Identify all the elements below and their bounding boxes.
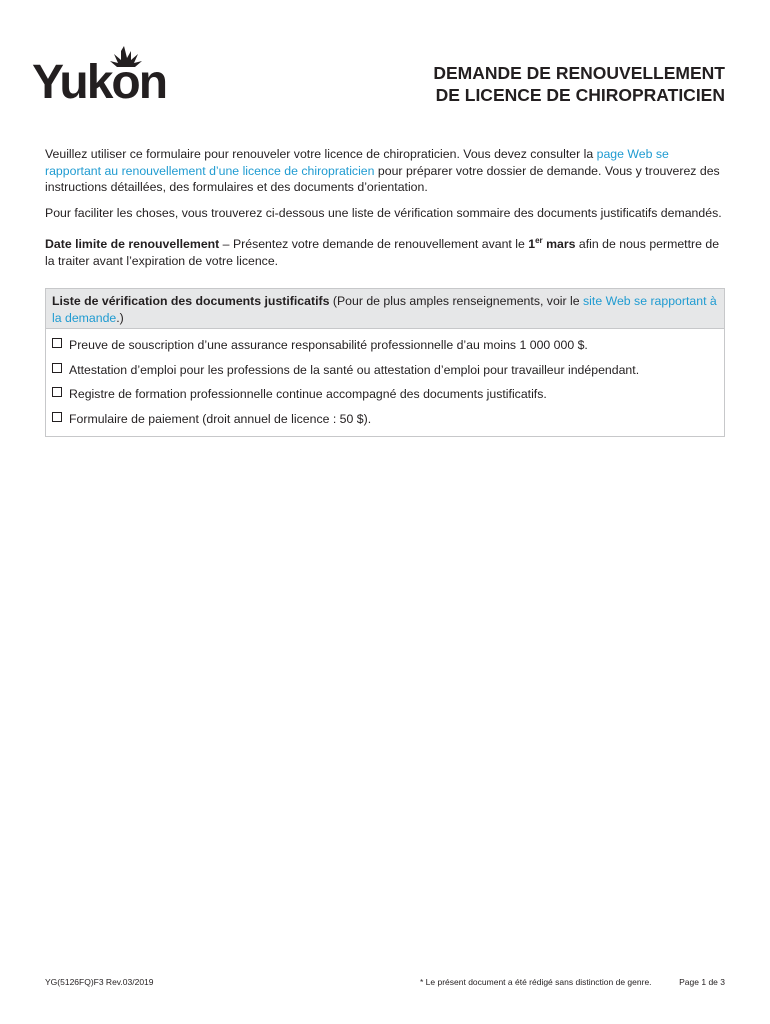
checklist-items — [46, 329, 724, 435]
checklist-item-payment — [46, 411, 724, 436]
checklist-item-insurance — [46, 337, 724, 362]
deadline-text: – Présentez votre demande de renouvellement avant le — [219, 237, 529, 251]
intro-paragraph — [45, 146, 725, 196]
intro-text-start: Veuillez utiliser ce formulaire pour renouveler votre licence de chiropraticien. Vous devez consulter la — [45, 147, 597, 161]
gender-note: * Le présent document a été rédigé sans distinction de genre. — [420, 977, 652, 987]
checkbox-employment[interactable] — [52, 363, 62, 373]
checklist-item-label: Registre de formation professionnelle continue accompagné des documents justificatifs. — [69, 387, 547, 401]
deadline-label: Date limite de renouvellement — [45, 237, 220, 251]
checklist-item-training — [46, 386, 724, 411]
checklist-title: Liste de vérification des documents justificatifs — [52, 294, 330, 308]
title-line-2: DE LICENCE DE CHIROPRATICIEN — [435, 85, 725, 105]
checkbox-insurance[interactable] — [52, 338, 62, 348]
form-code: YG(5126FQ)F3 Rev.03/2019 — [45, 977, 154, 987]
deadline-paragraph — [45, 236, 725, 269]
application-website-link[interactable]: site Web se rapportant à la demande — [52, 294, 717, 325]
checklist-header-end: .) — [116, 310, 124, 325]
deadline-date: 1er mars — [528, 236, 576, 251]
logo-wordmark: Yukon — [32, 56, 167, 104]
checklist-intro-paragraph: Pour faciliter les choses, vous trouverez ci-dessous une liste de vérification sommaire des documents justificatifs demandés. — [45, 206, 722, 220]
page-number: Page 1 de 3 — [679, 977, 725, 987]
checklist-header — [46, 289, 724, 329]
checklist-item-label: Formulaire de paiement (droit annuel de licence : 50 $). — [69, 411, 372, 426]
page-title — [433, 62, 725, 106]
deadline-text-end: afin de nous permettre de la traiter avant l’expiration de votre licence. — [45, 237, 720, 268]
yukon-logo — [32, 42, 172, 104]
checklist-item-employment — [46, 362, 724, 387]
checklist-box — [45, 288, 725, 437]
renewal-webpage-link[interactable]: page Web se rapportant au renouvellement d’une licence de chiropraticien — [45, 147, 669, 178]
checkbox-training[interactable] — [52, 387, 62, 397]
intro-text-end: pour préparer votre dossier de demande. Vous y trouverez des instructions détaillées, des formulaires et des documents d’orientation. — [45, 163, 720, 194]
checklist-item-label: Preuve de souscription d’une assurance responsabilité professionnelle d’au moins 1 000 000 $. — [69, 338, 588, 352]
checklist-header-text: (Pour de plus amples renseignements, voir le — [329, 294, 584, 308]
checkbox-payment[interactable] — [52, 412, 62, 422]
title-line-1: DEMANDE DE RENOUVELLEMENT — [433, 63, 725, 83]
checklist-item-label: Attestation d’emploi pour les professions de la santé ou attestation d’emploi pour travailleur indépendant. — [69, 362, 640, 377]
